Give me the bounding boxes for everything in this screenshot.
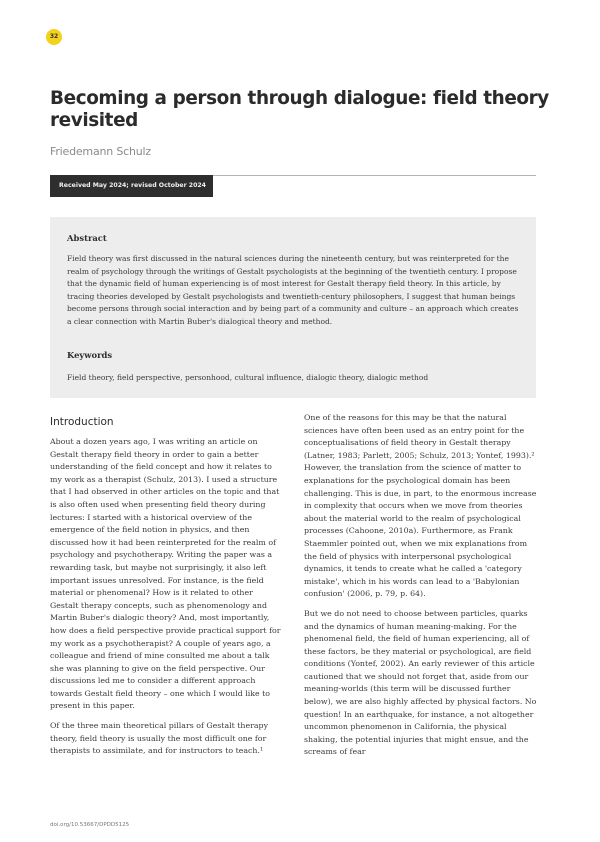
- left-column: [50, 436, 283, 765]
- body-paragraph: One of the reasons for this may be that the natural sciences have often been used as an entry point for the conceptualisations of field theory in Gestalt therapy (Latner, 1983; Parlett, 2005; Schulz, 2013; Yontef, 1993).² However, the translation from the science of matter to explanations for the psychological domain has been challenging. This is due, in part, to the enormous increase in complexity that occurs when we move from theories about the material world to the realm of psychological processes (Cahoone, 2010a). Furthermore, as Frank Staemmler pointed out, when we mix explanations from the field of physics with interpersonal psychological dynamics, it tends to create what he called a 'category mistake', which in his words can lead to a 'Babylonian confusion' (2006, p. 79, p. 64).: [304, 413, 537, 599]
- doi-footer: doi.org/10.53667/DPDD5125: [50, 822, 130, 828]
- keywords-text: Field theory, field perspective, personhood, cultural influence, dialogic theory, dialogic method: [67, 373, 429, 382]
- right-column: [304, 412, 537, 766]
- received-date-banner: Received May 2024; revised October 2024: [50, 175, 213, 197]
- keywords-heading: Keywords: [67, 350, 113, 360]
- abstract-box: [50, 217, 536, 398]
- body-paragraph: Of the three main theoretical pillars of Gestalt therapy theory, field theory is usually the most difficult one for therapists to assimilate, and for instructors to teach.¹: [50, 721, 269, 756]
- abstract-heading: Abstract: [67, 233, 107, 243]
- article-title: Becoming a person through dialogue: field theory revisited: [50, 88, 549, 131]
- introduction-heading: Introduction: [50, 416, 114, 428]
- abstract-text: Field theory was first discussed in the natural sciences during the nineteenth century, but was reinterpreted for the realm of psychology through the writings of Gestalt psychologists at the beginning of the twentieth century. I propose that the dynamic field of human experiencing is of most interest for Gestalt therapy field theory. In this article, by tracing theories developed by Gestalt psychologists and twentieth-century philosophers, I suggest that human beings become persons through social interaction and by being part of a community and culture – an approach which creates a clear connection with Martin Buber's dialogical theory and method.: [67, 254, 519, 326]
- author-name: Friedemann Schulz: [50, 145, 151, 158]
- body-paragraph: But we do not need to choose between particles, quarks and the dynamics of human meaning-making. For the phenomenal field, the field of human experiencing, all of these factors, be they material or psychological, are field conditions (Yontef, 2002). An early reviewer of this article cautioned that we should not forget that, aside from our meaning-worlds (this term will be discussed further below), we are also highly affected by physical factors. No question! In an earthquake, for instance, a not altogether uncommon phenomenon in California, the physical shaking, the potential injuries that might ensue, and the screams of fear: [304, 608, 537, 757]
- body-paragraph: About a dozen years ago, I was writing an article on Gestalt therapy field theory in order to gain a better understanding of the field concept and how it relates to my work as a therapist (Schulz, 2013). I used a structure that I had observed in other articles on the topic and that is also often used when presenting field theory during lectures: I started with a historical overview of the emergence of the field notion in physics, and then discussed how it had been reinterpreted for the realm of psychology and psychotherapy. Writing the paper was a rewarding task, but maybe not surprisingly, it also left important issues unresolved. For instance, is the field material or phenomenal? How is it related to other Gestalt therapy concepts, such as phenomenology and Martin Buber's dialogic theory? And, most importantly, how does a field perspective provide practical support for my work as a psychotherapist? A couple of years ago, a colleague and friend of mine consulted me about a talk she was planning to give on the field perspective. Our discussions led me to consider a different approach towards Gestalt field theory – one which I would like to present in this paper.: [50, 437, 281, 711]
- page-number-badge: 32: [46, 29, 62, 45]
